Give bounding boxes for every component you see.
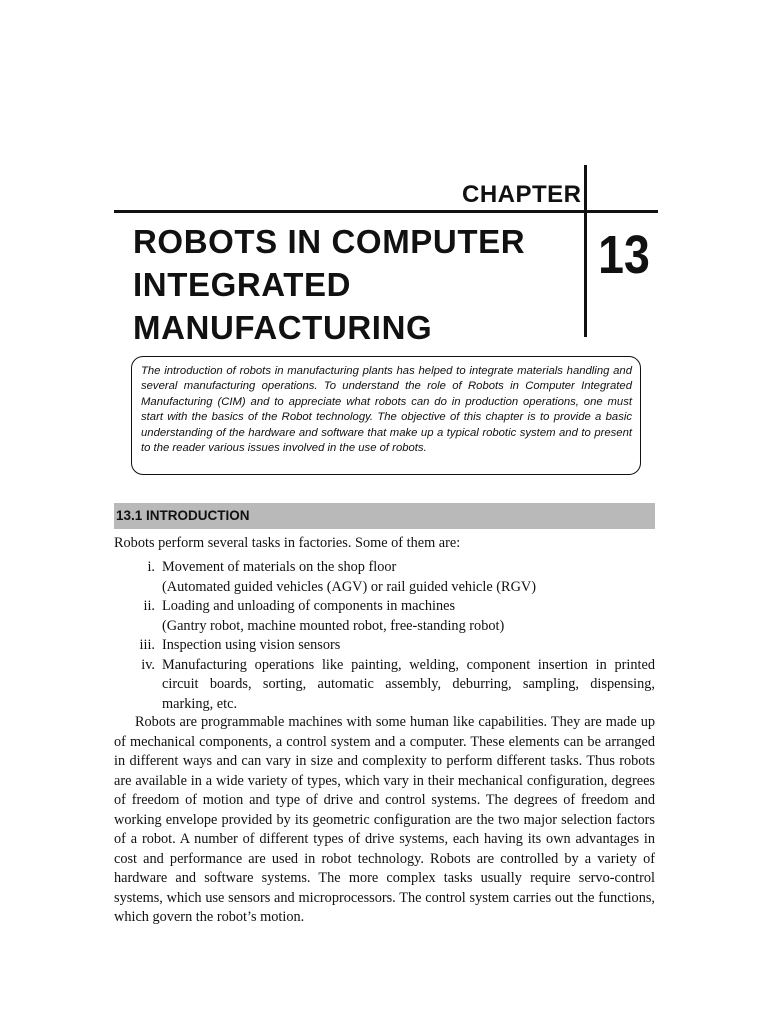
list-item [114, 597, 655, 636]
list-item-number: iv. [141, 656, 155, 673]
list-item-line: Inspection using vision sensors [162, 637, 341, 653]
chapter-title-line: MANUFACTURING [133, 309, 433, 346]
chapter-abstract-box [131, 356, 641, 475]
section-heading: 13.1 INTRODUCTION [114, 503, 655, 529]
list-item-text [162, 656, 655, 715]
list-item-number: ii. [143, 598, 155, 614]
chapter-abstract-text: The introduction of robots in manufacturing plants has helped to integrate materials handling and several manufacturing operations. To understand the role of Robots in Computer Integrated Manufacturing (CIM) and to appreciate what robots can do in production operations, one must start with the basics of the Robot technology. The objective of this chapter is to provide a basic understanding of the hardware and software that make up a typical robotic system and to present to the reader various issues involved in the use of robots. [141, 365, 632, 455]
section-intro-text: Robots perform several tasks in factories. Some of them are: [114, 535, 461, 551]
list-item-line: (Automated guided vehicles (AGV) or rail guided vehicle (RGV) [162, 578, 536, 595]
list-item [114, 558, 655, 597]
chapter-title-line: INTEGRATED [133, 266, 352, 303]
chapter-label: CHAPTER [462, 181, 582, 208]
list-item-text [162, 558, 655, 597]
list-item-line: Manufacturing operations like painting, welding, component insertion in printed circuit boards, sorting, automatic assembly, deburring, sampling, dispensing, marking, etc. [162, 656, 655, 712]
chapter-title-line: ROBOTS IN COMPUTER [133, 223, 526, 260]
list-item-text [162, 597, 655, 636]
list-item-number: iii. [139, 637, 155, 653]
chapter-title [133, 220, 573, 349]
chapter-vertical-rule [584, 165, 587, 337]
list-item [114, 636, 655, 656]
list-item-line: Movement of materials on the shop floor [162, 559, 397, 575]
list-item-number: i. [147, 559, 155, 575]
list-item-line: Loading and unloading of components in machines [162, 598, 456, 614]
chapter-horizontal-rule [114, 210, 658, 213]
body-paragraph: Robots are programmable machines with some human like capabilities. They are made up of mechanical components, a control system and a computer. These elements can be arranged in different ways and can vary in size and complexity to perform different tasks. Thus robots are available in a wide variety of types, which vary in their mechanical configuration, degrees of freedom of motion and type of drive and control systems. The degrees of freedom and working envelope provided by its geometric configuration are the two major selection factors of a robot. A number of different types of drive systems, each having its own advantages in cost and performance are used in robot technology. Robots are controlled by a variety of hardware and software systems. The more complex tasks usually require servo-control systems, which use sensors and microprocessors. The control system carries out the functions, which govern the robot’s motion. [114, 714, 655, 925]
list-item-line: (Gantry robot, machine mounted robot, free-standing robot) [162, 617, 505, 634]
chapter-number: 13 [598, 225, 650, 285]
list-item-text [162, 636, 655, 656]
task-list [114, 558, 655, 714]
list-item [114, 656, 655, 715]
